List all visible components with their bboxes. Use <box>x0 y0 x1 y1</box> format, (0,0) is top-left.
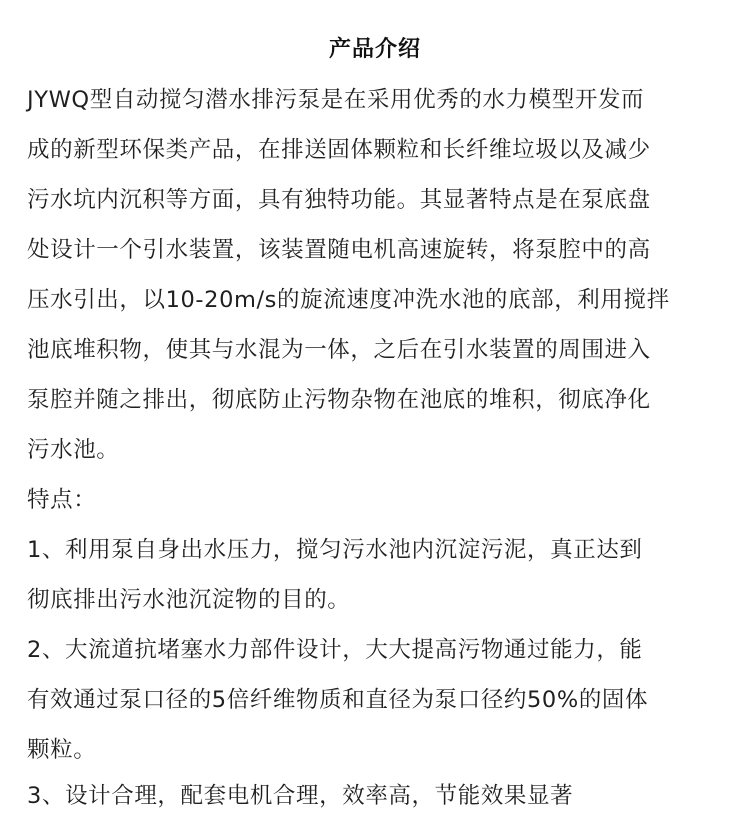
feature-2-line-2: 有效通过泵口径的5倍纤维物质和直径为泵口径约50%的固体 <box>27 687 649 713</box>
intro-line-3: 污水坑内沉积等方面，具有独特功能。其显著特点是在泵底盘 <box>27 187 651 213</box>
feature-2-line-1: 2、大流道抗堵塞水力部件设计，大大提高污物通过能力，能 <box>27 637 643 663</box>
feature-1-line-1: 1、利用泵自身出水压力，搅匀污水池内沉淀污泥，真正达到 <box>27 537 643 563</box>
feature-3-line-1-partial: 3、设计合理，配套电机合理，效率高，节能效果显著 <box>27 783 574 809</box>
features-heading: 特点： <box>27 487 97 513</box>
intro-line-4: 处设计一个引水装置，该装置随电机高速旋转，将泵腔中的高 <box>27 237 651 263</box>
intro-line-8: 污水池。 <box>27 437 120 463</box>
intro-line-1: JYWQ型自动搅匀潜水排污泵是在采用优秀的水力模型开发而 <box>27 87 645 113</box>
feature-2-line-3: 颗粒。 <box>27 737 97 763</box>
feature-1-line-2: 彻底排出污水池沉淀物的目的。 <box>27 587 351 613</box>
page-title: 产品介绍 <box>328 37 421 62</box>
intro-line-7: 泵腔并随之排出，彻底防止污物杂物在池底的堆积，彻底净化 <box>27 387 651 413</box>
intro-line-6: 池底堆积物，使其与水混为一体，之后在引水装置的周围进入 <box>27 337 651 363</box>
intro-line-2: 成的新型环保类产品，在排送固体颗粒和长纤维垃圾以及减少 <box>27 137 651 163</box>
intro-line-5: 压水引出，以10-20m/s的旋流速度冲洗水池的底部，利用搅拌 <box>27 287 670 313</box>
